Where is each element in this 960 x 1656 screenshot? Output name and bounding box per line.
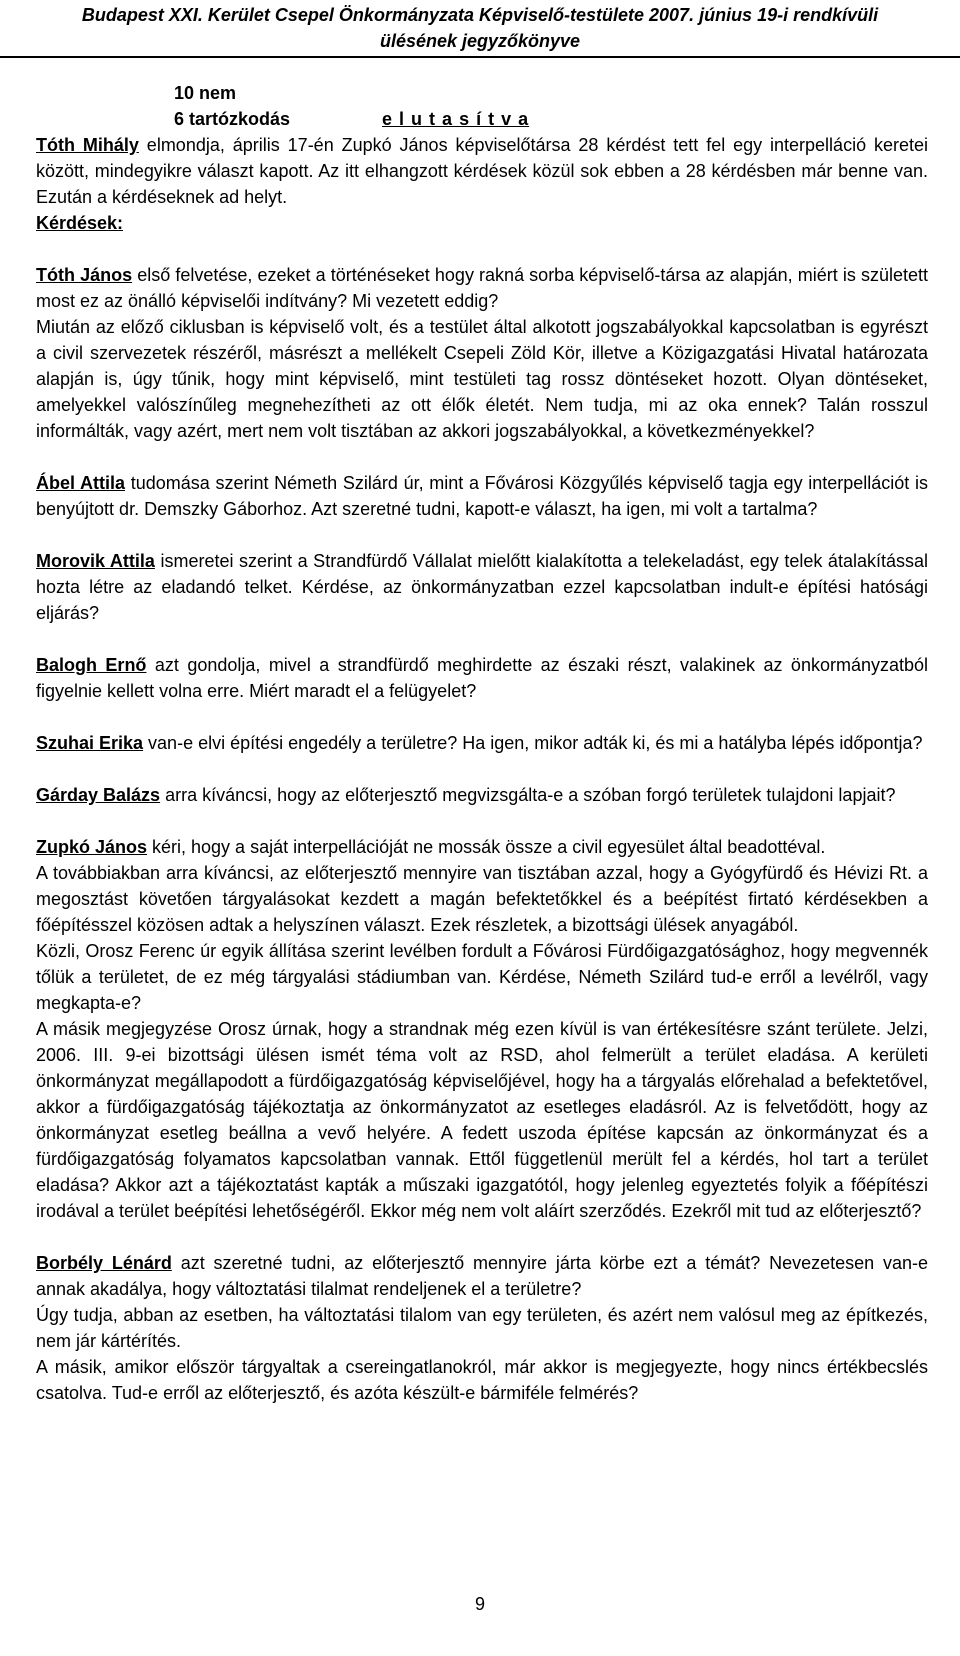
paragraph-text: Közli, Orosz Ferenc úr egyik állítása szerint levélben fordult a Fővárosi Fürdőigazgatósághoz, hogy megvennék tőlük a területet, de ez még tárgyalási stádiumban van. Kérdése, Németh Szilárd tud-e erről a levélről, vagy megkapta-e? [36,941,928,1013]
paragraph-text: tudomása szerint Németh Szilárd úr, mint a Fővárosi Közgyűlés képviselő tagja egy interpellációt is benyújtott dr. Demszky Gáborhoz. Azt szeretné tudni, kapott-e választ, ha igen, mi volt a tartalma? [36,473,928,519]
document-body [36,80,928,1406]
paragraph [36,730,928,756]
speaker-name: Zupkó János [36,837,148,857]
paragraph-text: A másik, amikor először tárgyaltak a csereingatlanokról, már akkor is megjegyezte, hogy nincs értékbecslés csatolva. Tud-e erről az előterjesztő, és azóta készült-e bármiféle felmérés? [36,1357,928,1403]
section-heading: Kérdések: [36,213,124,233]
page-number: 9 [474,1594,485,1614]
vote-no-count: 10 nem [174,83,237,103]
paragraph-text: ismeretei szerint a Strandfürdő Vállalat mielőtt kialakította a telekeladást, egy telek átalakítással hozta létre az eladandó telket. Kérdése, az önkormányzatban ezzel kapcsolatban indult-e építési hatósági eljárás? [36,551,928,623]
document-header [0,0,960,58]
speaker-name: Borbély Lénárd [36,1253,172,1273]
paragraph-text: azt szeretné tudni, az előterjesztő mennyire járta körbe ezt a témát? Nevezetesen van-e annak akadálya, hogy változtatási tilalmat rendeljenek el a területre? [36,1253,928,1299]
vote-result-rejected: e l u t a s í t v a [382,109,530,129]
speaker-name: Ábel Attila [36,473,126,493]
speaker-name: Tóth Mihály [36,135,139,155]
paragraph [36,782,928,808]
speaker-name: Tóth János [36,265,133,285]
paragraph [36,262,928,314]
vote-result [36,80,928,132]
vote-abstain-count: 6 tartózkodás [174,109,291,129]
paragraph-text: első felvetése, ezeket a történéseket hogy rakná sorba képviselő-társa az alapján, miért is született most ez az önálló képviselői indítvány? Mi vezetett eddig? [36,265,928,311]
speaker-name: Szuhai Erika [36,733,144,753]
paragraph-text: A továbbiakban arra kíváncsi, az előterjesztő mennyire van tisztában azzal, hogy a Gyógyfürdő és Hévizi Rt. a megosztást követően tárgyalásokat kezdett a magán befektetőkkel és a beépítést firtató kérdésekben a főépítésszel közösen adtak a helyszínen választ. Ezek részletek, a bizottsági ülések anyagából. [36,863,928,935]
paragraph-text: van-e elvi építési engedély a területre? Ha igen, mikor adták ki, és mi a hatályba lépés időpontja? [143,733,923,753]
paragraph [36,470,928,522]
paragraph-text: azt gondolja, mivel a strandfürdő meghirdette az északi részt, valakinek az önkormányzatból figyelnie kellett volna erre. Miért maradt el a felügyelet? [36,655,929,701]
paragraph-text: arra kíváncsi, hogy az előterjesztő megvizsgálta-e a szóban forgó területek tulajdoni lapjait? [160,785,896,805]
paragraph-text: kéri, hogy a saját interpellációját ne mossák össze a civil egyesület által beadottéval. [147,837,826,857]
paragraph [36,652,928,704]
speaker-name: Gárday Balázs [36,785,161,805]
header-line-1: Budapest XXI. Kerület Csepel Önkormányzata Képviselő-testülete 2007. június 19-i rendkívüli [81,5,879,25]
paragraph [36,834,928,860]
paragraph-text: Miután az előző ciklusban is képviselő volt, és a testület által alkotott jogszabályokkal kapcsolatban is egyrészt a civil szervezetek részéről, másrészt a mellékelt Csepeli Zöld Kör, illetve a Közigazgatási Hivatal határozata alapján is, úgy tűnik, hogy mint képviselő, mint testületi tag rossz döntéseket hozott. Olyan döntéseket, amelyekkel valószínűleg megnehezítheti az ott élők életét. Nem tudja, mi az oka ennek? Talán rosszul informálták, vagy azért, mert nem volt tisztában az akkori jogszabályokkal, a következményekkel? [36,317,928,441]
paragraph [36,1250,928,1302]
paragraph-text: Úgy tudja, abban az esetben, ha változtatási tilalom van egy területen, és azért nem valósul meg az építkezés, nem jár kártérítés. [36,1305,928,1351]
paragraph [36,548,928,626]
speaker-name: Balogh Ernő [36,655,147,675]
speaker-name: Morovik Attila [36,551,155,571]
header-line-2: ülésének jegyzőkönyve [379,31,581,51]
paragraph-text: elmondja, április 17-én Zupkó János képviselőtársa 28 kérdést tett fel egy interpelláció keretei között, mindegyikre választ kapott. Az itt elhangzott kérdések közül sok ebben a 28 kérdésben már benne van. Ezután a kérdéseknek ad helyt. [36,135,929,207]
paragraph [36,132,928,210]
paragraph-text: A másik megjegyzése Orosz úrnak, hogy a strandnak még ezen kívül is van értékesítésre szánt területe. Jelzi, 2006. III. 9-ei bizottsági ülésen ismét téma volt az RSD, ahol felmerült a terület eladása. A kerületi önkormányzat megállapodott a fürdőigazgatóság képviselőjével, hogy ha a tárgyalás előrehalad a befektetővel, akkor a fürdőigazgatóság tájékoztatja az önkormányzatot az esetleges eladásról. Az is felvetődött, hogy az önkormányzat esetleg beállna a vevő helyére. A fedett uszoda építése kapcsán az önkormányzat és a fürdőigazgatóság folyamatos kapcsolatban vannak. Ettől függetlenül merült fel a kérdés, hol tart a terület eladása? Akkor azt a tájékoztatást kapták a műszaki igazgatótól, hogy jelenleg egyeztetés folyik a főépítészi irodával a terület beépítési lehetőségéről. Ekkor még nem volt aláírt szerződés. Ezekről mit tud az előterjesztő? [36,1019,928,1221]
